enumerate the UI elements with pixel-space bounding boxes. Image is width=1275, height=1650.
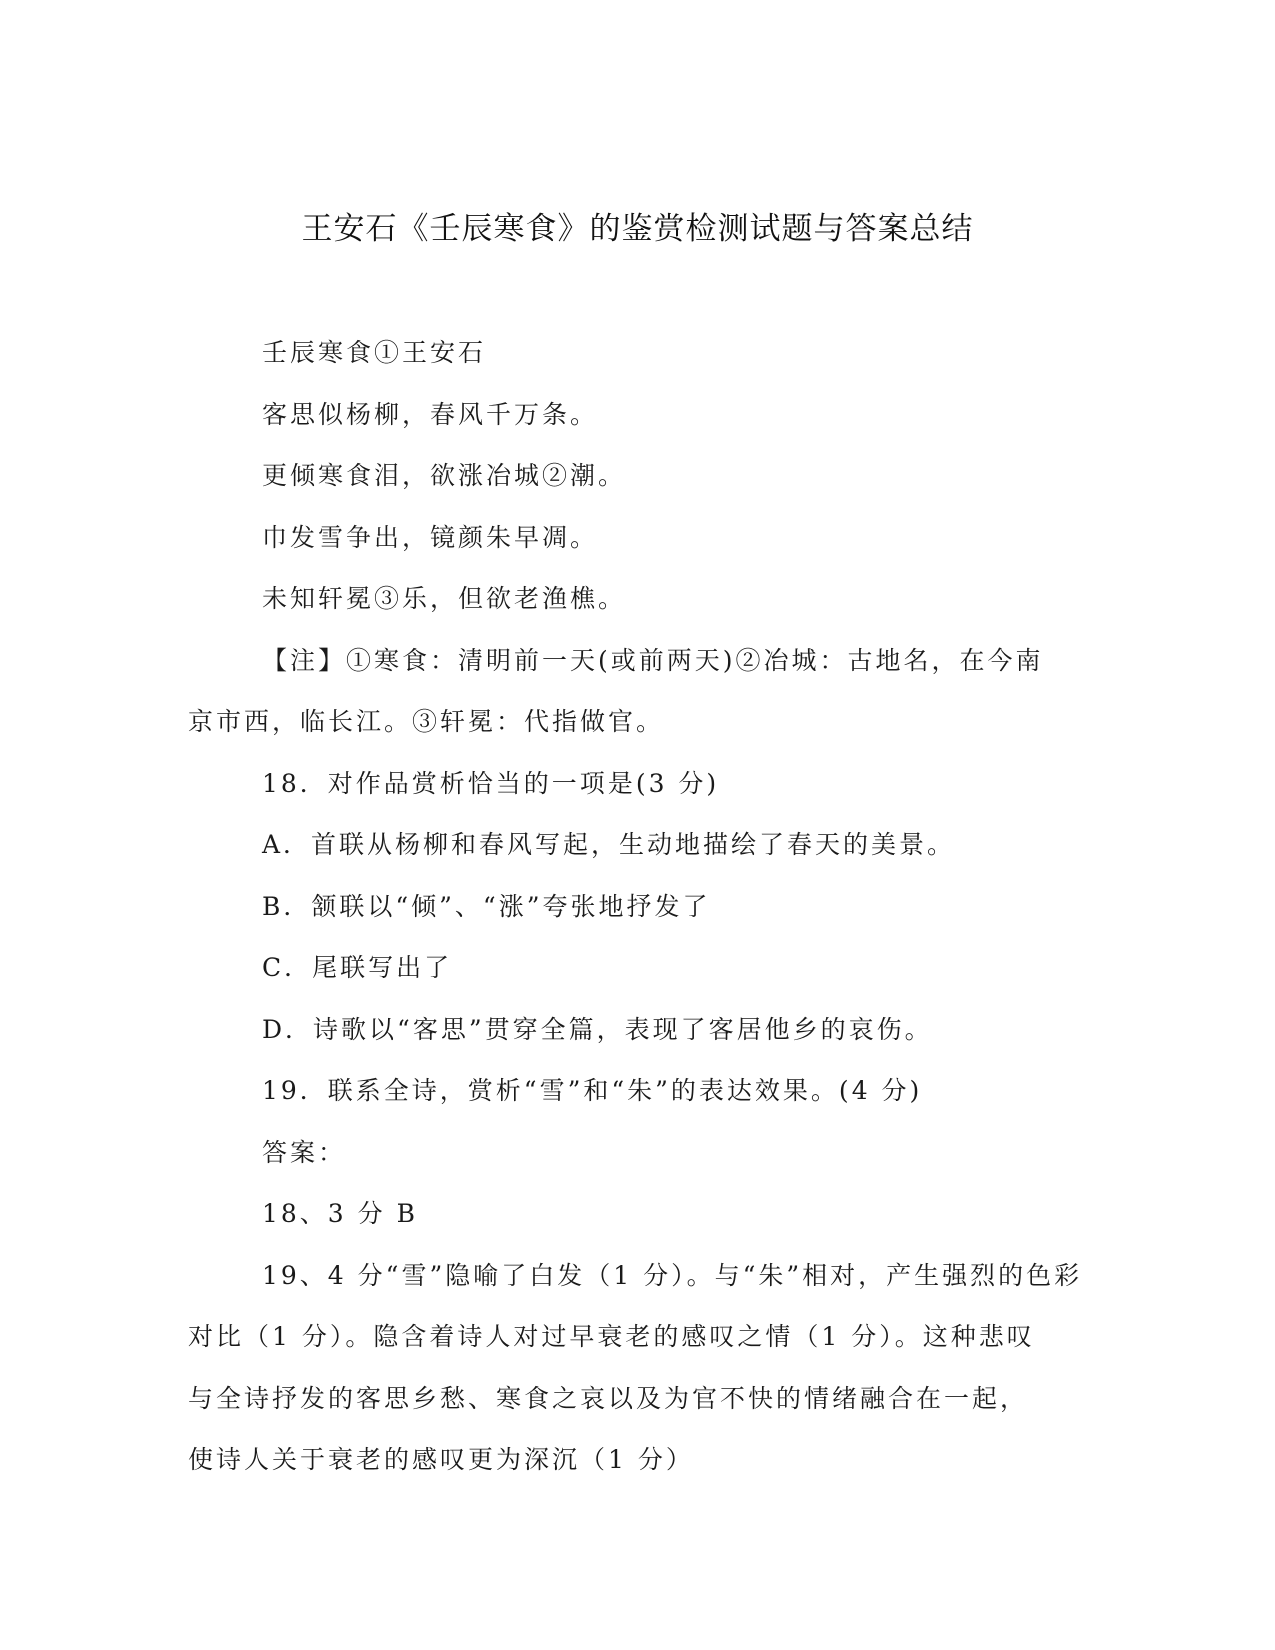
document-title: 王安石《壬辰寒食》的鉴赏检测试题与答案总结	[301, 211, 974, 247]
answer-19-line: 与全诗抒发的客思乡愁、寒食之哀以及为官不快的情绪融合在一起，	[188, 1383, 1029, 1413]
note-line: 【注】①寒食：清明前一天(或前两天)②冶城：古地名，在今南	[262, 645, 1044, 675]
document-body	[188, 322, 1088, 1491]
answer-19-line: 对比（1 分）。隐含着诗人对过早衰老的感叹之情（1 分）。这种悲叹	[188, 1322, 1035, 1351]
answer-19-line: 19、4 分“雪”隐喻了白发（1 分）。与“朱”相对，产生强烈的色彩	[262, 1260, 1083, 1290]
question-18-stem: 18．对作品赏析恰当的一项是(3 分)	[262, 768, 720, 798]
poem-line: 更倾寒食泪，欲涨冶城②潮。	[262, 461, 627, 490]
option-c: C．尾联写出了	[262, 953, 453, 982]
answer-18: 18、3 分 B	[262, 1199, 418, 1228]
option-a: A．首联从杨柳和春风写起，生动地描绘了春天的美景。	[262, 830, 956, 859]
answer-19-line: 使诗人关于衰老的感叹更为深沉（1 分）	[188, 1445, 694, 1474]
note-line: 京市西，临长江。③轩冕：代指做官。	[188, 707, 665, 736]
option-b: B．颔联以“倾”、“涨”夸张地抒发了	[262, 891, 711, 921]
question-19-stem: 19．联系全诗，赏析“雪”和“朱”的表达效果。(4 分)	[262, 1076, 923, 1105]
poem-line: 未知轩冕③乐，但欲老渔樵。	[262, 584, 627, 613]
poem-line: 巾发雪争出，镜颜朱早凋。	[262, 522, 599, 552]
poem-heading: 壬辰寒食①王安石	[262, 338, 487, 367]
poem-line: 客思似杨柳，春风千万条。	[262, 399, 599, 429]
answers-label: 答案：	[262, 1137, 347, 1167]
option-d: D．诗歌以“客思”贯穿全篇，表现了客居他乡的哀伤。	[262, 1014, 933, 1044]
